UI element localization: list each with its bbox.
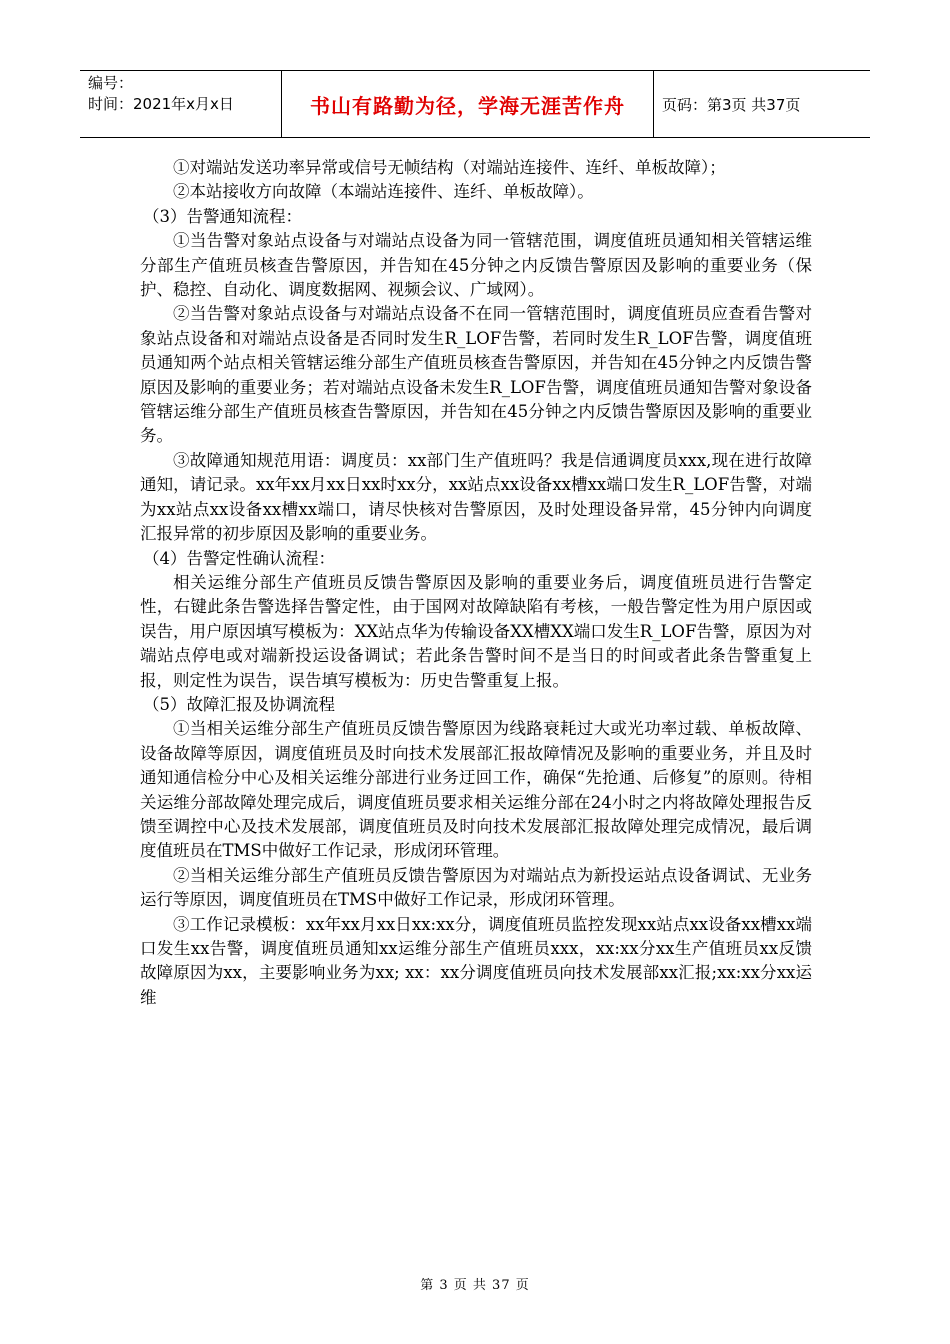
body-paragraph: ①对端站发送功率异常或信号无帧结构（对端站连接件、连纤、单板故障）； [173, 158, 726, 177]
header-page-info: 页码：第3页 共37页 [662, 95, 801, 114]
body-paragraph: ②当相关运维分部生产值班员反馈告警原因为对端站点为新投运站点设备调试、无业务运行等原因，调度值班员在TMS中做好工作记录，形成闭环管理。 [140, 865, 812, 910]
document-number-label: 编号： [88, 74, 134, 92]
document-date: 时间：2021年x月x日 [88, 95, 234, 113]
body-paragraph: ③故障通知规范用语：调度员：xx部门生产值班吗？我是信通调度员xxx,现在进行故障通知，请记录。xx年xx月xx日xx时xx分，xx站点xx设备xx槽xx端口发生R_LOF告警，对端为xx站点xx设备xx槽xx端口，请尽快核对告警原因，及时处理设备异常，45分钟内向调度汇报异常的初步原因及影响的重要业务。 [140, 450, 812, 544]
section-heading: （4）告警定性确认流程： [143, 548, 335, 568]
page-footer: 第 3 页 共 37 页 [420, 1278, 530, 1293]
body-paragraph: ①当告警对象站点设备与对端站点设备为同一管辖范围，调度值班员通知相关管辖运维分部生产值班员核查告警原因，并告知在45分钟之内反馈告警原因及影响的重要业务（保护、稳控、自动化、调度数据网、视频会议、广域网）。 [140, 231, 812, 300]
body-paragraph: ①当相关运维分部生产值班员反馈告警原因为线路衰耗过大或光功率过载、单板故障、设备故障等原因，调度值班员及时向技术发展部汇报故障情况及影响的重要业务，并且及时通知通信检分中心及相关运维分部进行业务迂回工作，确保“先抢通、后修复”的原则。待相关运维分部故障处理完成后，调度值班员要求相关运维分部在24小时之内将故障处理报告反馈至调控中心及技术发展部，调度值班员及时向技术发展部汇报故障处理完成情况，最后调度值班员在TMS中做好工作记录，形成闭环管理。 [140, 719, 812, 861]
body-paragraph: ②本站接收方向故障（本端站连接件、连纤、单板故障）。 [173, 182, 594, 202]
body-paragraph: ③工作记录模板：xx年xx月xx日xx:xx分，调度值班员监控发现xx站点xx设备xx槽xx端口发生xx告警，调度值班员通知xx运维分部生产值班员xxx，xx:xx分xx生产值班员xx反馈故障原因为xx，主要影响业务为xx; xx：xx分调度值班员向技术发展部xx汇报;xx:xx分xx运维 [140, 914, 812, 1007]
document-body [140, 156, 812, 1010]
page-header [80, 70, 870, 138]
body-paragraph: 相关运维分部生产值班员反馈告警原因及影响的重要业务后，调度值班员进行告警定性，右键此条告警选择告警定性，由于国网对故障缺陷有考核，一般告警定性为用户原因或误告，用户原因填写模板为：XX站点华为传输设备XX槽XX端口发生R_LOF告警，原因为对端站点停电或对端新投运设备调试；若此条告警时间不是当日的时间或者此条告警重复上报，则定性为误告，误告填写模板为：历史告警重复上报。 [140, 572, 812, 690]
section-heading: （3）告警通知流程： [143, 206, 302, 226]
section-heading: （5）故障汇报及协调流程 [143, 694, 335, 714]
body-paragraph: ②当告警对象站点设备与对端站点设备不在同一管辖范围时，调度值班员应查看告警对象站点设备和对端站点设备是否同时发生R_LOF告警，若同时发生R_LOF告警，调度值班员通知两个站点相关管辖运维分部生产值班员核查告警原因，并告知在45分钟之内反馈告警原因及影响的重要业务；若对端站点设备未发生R_LOF告警，调度值班员通知告警对象设备管辖运维分部生产值班员核查告警原因，并告知在45分钟之内反馈告警原因及影响的重要业务。 [140, 304, 812, 446]
header-motto: 书山有路勤为径，学海无涯苦作舟 [282, 71, 654, 137]
header-meta [80, 71, 282, 137]
